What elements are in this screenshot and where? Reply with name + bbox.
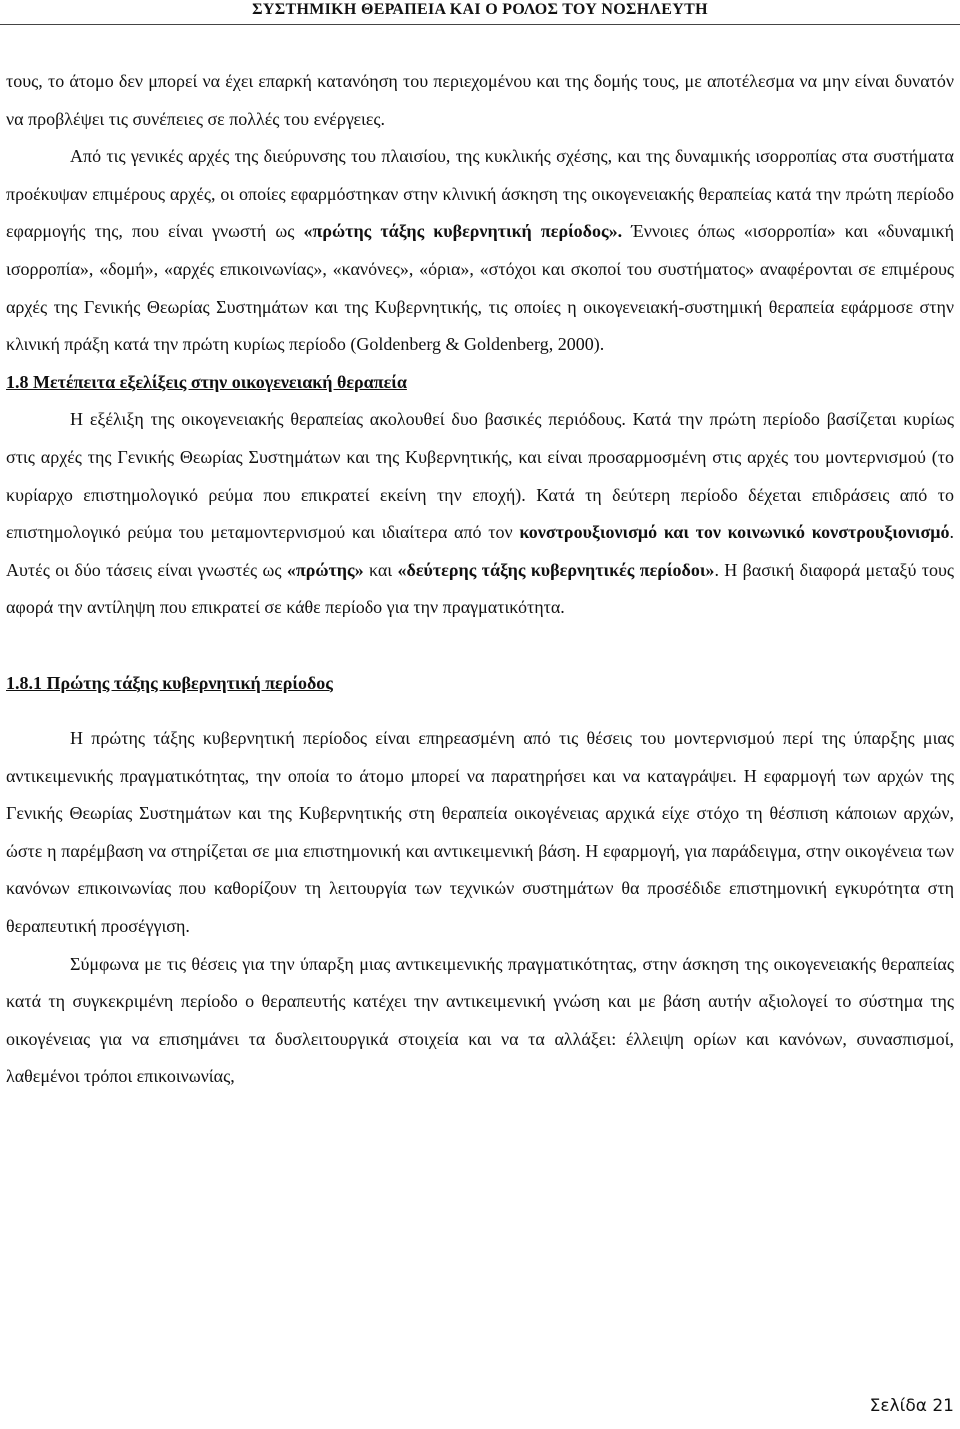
paragraph-text: Η εξέλιξη της οικογενειακής θεραπείας ακολουθεί δυο βασικές περιόδους. Κατά την πρώτη περίοδο βασίζεται κυρίως στις αρχές της Γενικής Θεωρίας Συστημάτων και της Κυβερνητικής, και είναι προσαρμοσμένη στις αρχές του μοντερνισμού (το κυρίαρχο επιστημολογικό ρεύμα που επικρατεί εκείνη την εποχή). Κατά τη δεύτερη περίοδο δέχεται επιδράσεις από το επιστημολογικό ρεύμα του μεταμοντερνισμού και ιδιαίτερα από τον bbox=[6, 409, 954, 543]
bold-term: «πρώτης τάξης κυβερνητική περίοδος». bbox=[303, 221, 623, 242]
paragraph-text: Έννοιες όπως «ισορροπία» και «δυναμική ισορροπία», «δομή», «αρχές επικοινωνίας», «κανόνες», «όρια», «στόχοι και σκοποί του συστήματος» αναφέρονται σε επιμέρους αρχές της Γενικής Θεωρίας Συστημάτων και της Κυβερνητικής, τις οποίες η οικογενειακή-συστημική θεραπεία εφάρμοσε στην κλινική πράξη κατά την πρώτη κυρίως περίοδο (Goldenberg & Goldenberg, 2000). bbox=[6, 221, 954, 355]
paragraph-text: και bbox=[363, 559, 398, 580]
section-heading-1-8-1: 1.8.1 Πρώτης τάξης κυβερνητική περίοδος bbox=[6, 672, 333, 693]
bold-term: «πρώτης» bbox=[286, 559, 364, 580]
paragraph-first-order: Η πρώτης τάξης κυβερνητική περίοδος είναι επηρεασμένη από τις θέσεις του μοντερνισμού περί της ύπαρξης μιας αντικειμενικής πραγματικότητας, την οποία το άτομο μπορεί να παρατηρήσει και να καταγράψει. Η εφαρμογή των αρχών της Γενικής Θεωρίας Συστημάτων και της Κυβερνητικής στη θεραπεία οικογένειας αρχικά είχε στόχο τη θέσπιση κάποιων αρχών, ώστε η παρέμβαση να στηρίζεται σε μια επιστημονική και αντικειμενική βάση. Η εφαρμογή, για παράδειγμα, στην οικογένεια των κανόνων επικοινωνίας που καθορίζουν τη λειτουργία των τεχνικών συστημάτων θα προσέδιδε επιστημονική εγκυρότητα στη θεραπευτική προσέγγιση. bbox=[6, 728, 954, 937]
paragraph-continuation: τους, το άτομο δεν μπορεί να έχει επαρκή κατανόηση του περιεχομένου και της δομής τους, με αποτέλεσμα να μην είναι δυνατόν να προβλέψει τις συνέπειες σε πολλές του ενέργειες. bbox=[6, 71, 954, 129]
paragraph-objective-reality: Σύμφωνα με τις θέσεις για την ύπαρξη μιας αντικειμενικής πραγματικότητας, στην άσκηση της οικογενειακής θεραπείας κατά τη συγκεκριμένη περίοδο ο θεραπευτής κατέχει την αντικειμενική γνώση και με βάση αυτήν αξιολογεί το σύστημα της οικογένειας για να επισημάνει τα δυσλειτουργικά στοιχεία και να τα αλλάξει: έλλειψη ορίων και κανόνων, συνασπισμοί, λαθεμένοι τρόποι επικοινωνίας, bbox=[6, 953, 954, 1087]
paragraph-text: Από τις γενικές αρχές της διεύρυνσης του πλαισίου, της κυκλικής σχέσης, και της δυναμικής ισορροπίας στα συστήματα προέκυψαν επιμέρους αρχές, οι οποίες εφαρμόστηκαν στην κλινική άσκηση της οικογενειακής θεραπείας κατά την πρώτη περίοδο εφαρμογής της, που είναι γνωστή ως bbox=[6, 146, 954, 242]
paragraph-text: . Αυτές οι δύο τάσεις είναι γνωστές ως bbox=[6, 522, 954, 580]
paragraph-text: . Η βασική διαφορά μεταξύ τους αφορά την αντίληψη που επικρατεί σε κάθε περίοδο για την πραγματικότητα. bbox=[6, 559, 954, 618]
page-number: Σελίδα 21 bbox=[869, 1396, 954, 1416]
body-text bbox=[6, 63, 954, 1096]
section-heading-1-8: 1.8 Μετέπειτα εξελίξεις στην οικογενειακή θεραπεία bbox=[6, 371, 407, 392]
spacer bbox=[6, 702, 954, 720]
paragraph-principles bbox=[6, 138, 954, 364]
running-header: ΣΥΣΤΗΜΙΚΗ ΘΕΡΑΠΕΙΑ ΚΑΙ Ο ΡΟΛΟΣ ΤΟΥ ΝΟΣΗΛΕΥΤΗ bbox=[252, 1, 708, 18]
bold-term: κονστρουξιονισμό και τον κοινωνικό κονστρουξιονισμό bbox=[519, 522, 950, 543]
header-divider bbox=[0, 24, 960, 25]
bold-term: «δεύτερης τάξης κυβερνητικές περίοδοι» bbox=[397, 559, 715, 580]
paragraph-evolution bbox=[6, 401, 954, 627]
spacer bbox=[6, 627, 954, 665]
